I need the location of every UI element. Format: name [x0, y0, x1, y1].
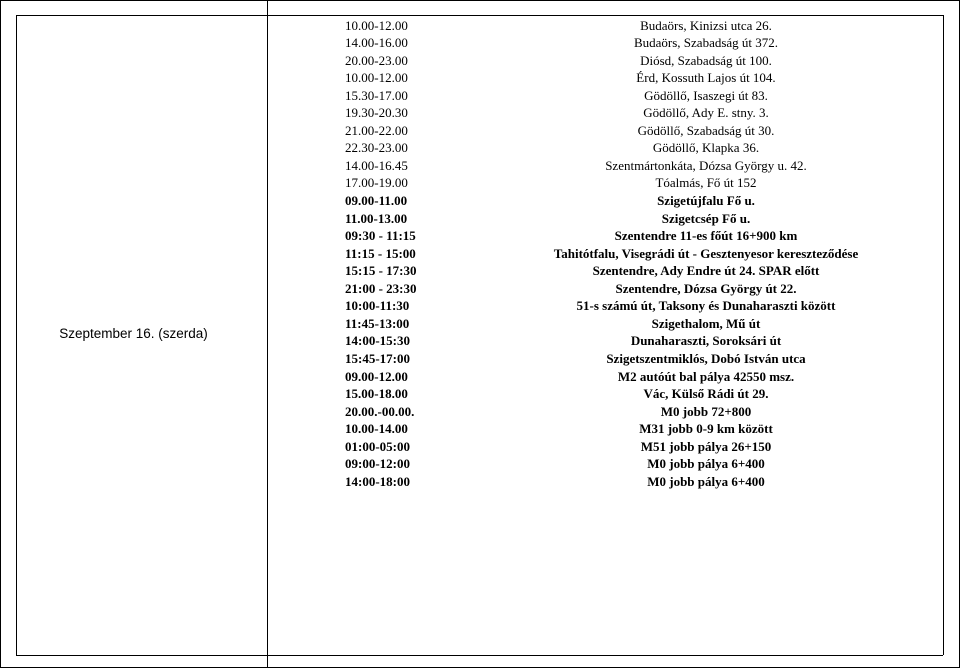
location-cell: M2 autóút bal pálya 42550 msz. — [617, 368, 795, 384]
table-row — [0, 104, 960, 122]
time-cell: 11.00-13.00 — [345, 210, 408, 226]
location-cell: Tahitótfalu, Visegrádi út - Gesztenyesor kereszteződése — [553, 245, 859, 261]
time-cell: 09.00-11.00 — [345, 193, 408, 208]
time-cell: 15.30-17.00 — [345, 87, 408, 103]
table-row — [0, 280, 960, 298]
time-cell: 09:30 - 11:15 — [345, 228, 416, 244]
location-cell: Szigetcsép Fő u. — [661, 210, 751, 226]
date-cell: Szeptember 16. (szerda) — [59, 326, 208, 341]
time-cell: 11:15 - 15:00 — [345, 245, 416, 261]
time-cell: 15:15 - 17:30 — [345, 263, 417, 279]
location-cell: Szigetszentmiklós, Dobó István utca — [606, 350, 806, 366]
table-row — [0, 315, 960, 333]
table-row — [0, 227, 960, 245]
table-top-border — [0, 0, 960, 1]
table-row — [0, 210, 960, 228]
time-cell: 15.00-18.00 — [345, 386, 408, 402]
location-cell: Szentendre 11-es főút 16+900 km — [614, 228, 798, 244]
location-cell: Szentendre, Dózsa György út 22. — [615, 280, 797, 296]
location-cell: M0 jobb pálya 6+400 — [647, 456, 765, 472]
table-row — [0, 17, 960, 35]
table-row — [0, 87, 960, 105]
time-cell: 20.00.-00.00. — [345, 403, 415, 419]
location-cell: Érd, Kossuth Lajos út 104. — [636, 70, 776, 86]
location-cell: Budaörs, Kinizsi utca 26. — [640, 17, 772, 33]
table-row — [0, 139, 960, 157]
time-cell: 10:00-11:30 — [345, 298, 410, 314]
location-cell: Gödöllő, Szabadság út 30. — [637, 122, 775, 138]
time-cell: 10.00-14.00 — [345, 421, 408, 437]
time-cell: 10.00-12.00 — [345, 70, 408, 86]
location-cell: Szentmártonkáta, Dózsa György u. 42. — [605, 157, 807, 173]
table-row — [0, 455, 960, 473]
time-cell: 09:00-12:00 — [345, 456, 410, 472]
table-row — [0, 34, 960, 52]
location-cell: Dunaharaszti, Soroksári út — [630, 333, 782, 349]
table-row — [0, 368, 960, 386]
table-row — [0, 297, 960, 315]
table-row — [0, 350, 960, 368]
table-row — [0, 262, 960, 280]
location-cell: Gödöllő, Isaszegi út 83. — [644, 87, 768, 103]
time-cell: 19.30-20.30 — [345, 105, 408, 121]
table-row — [0, 157, 960, 175]
location-cell: M51 jobb pálya 26+150 — [640, 438, 772, 454]
location-cell: M0 jobb 72+800 — [660, 403, 752, 419]
location-cell: Szentendre, Ady Endre út 24. SPAR előtt — [592, 263, 820, 279]
time-cell: 14:00-15:30 — [345, 333, 410, 349]
table-row — [0, 473, 960, 491]
table-row — [0, 420, 960, 438]
location-cell: Vác, Külső Rádi út 29. — [643, 386, 769, 402]
inner-bottom-border — [16, 655, 943, 656]
time-cell: 14.00-16.45 — [345, 157, 408, 173]
table-row — [0, 69, 960, 87]
table-row — [0, 403, 960, 421]
time-cell: 01:00-05:00 — [345, 438, 410, 454]
location-cell: Gödöllő, Ady E. stny. 3. — [643, 105, 769, 121]
time-cell: 14:00-18:00 — [345, 473, 410, 489]
location-cell: 51-s számú út, Taksony és Dunaharaszti között — [576, 298, 836, 314]
time-cell: 15:45-17:00 — [345, 350, 410, 366]
time-cell: 20.00-23.00 — [345, 52, 408, 68]
table-row — [0, 438, 960, 456]
location-cell: Diósd, Szabadság út 100. — [640, 52, 772, 68]
table-row — [0, 385, 960, 403]
table-row — [0, 52, 960, 70]
location-cell: M0 jobb pálya 6+400 — [647, 473, 765, 489]
table-row — [0, 245, 960, 263]
time-cell: 17.00-19.00 — [345, 175, 408, 191]
time-cell: 21.00-22.00 — [345, 122, 408, 138]
location-cell: M31 jobb 0-9 km között — [639, 421, 773, 437]
location-cell: Gödöllő, Klapka 36. — [652, 140, 760, 156]
location-cell: Tóalmás, Fő út 152 — [655, 175, 757, 191]
location-cell: Szigethalom, Mű út — [651, 315, 761, 331]
table-row — [0, 192, 960, 210]
time-cell: 10.00-12.00 — [345, 17, 408, 33]
time-cell: 11:45-13:00 — [345, 315, 410, 331]
location-cell: Szigetújfalu Fő u. — [657, 193, 755, 208]
time-cell: 21:00 - 23:30 — [345, 280, 417, 296]
table-row — [0, 332, 960, 350]
time-cell: 22.30-23.00 — [345, 140, 408, 156]
table-row — [0, 174, 960, 192]
location-cell: Budaörs, Szabadság út 372. — [633, 35, 779, 51]
time-cell: 09.00-12.00 — [345, 368, 408, 384]
time-cell: 14.00-16.00 — [345, 35, 408, 51]
table-row — [0, 122, 960, 140]
